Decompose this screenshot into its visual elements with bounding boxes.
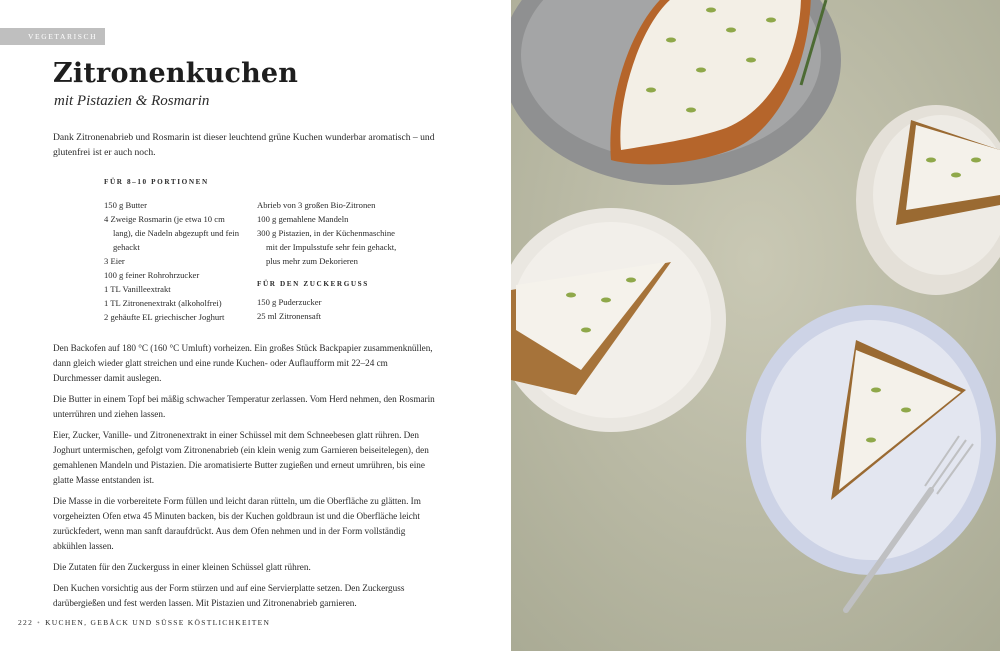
category-tag: VEGETARISCH [0, 28, 105, 45]
page-number: 222 [18, 618, 34, 627]
food-photo [511, 0, 1000, 651]
method-steps [53, 341, 438, 617]
ingredient-item: 100 g feiner Rohrohrzucker [104, 270, 200, 280]
ingredient-item: 25 ml Zitronensaft [257, 311, 321, 321]
method-step: Den Backofen auf 180 °C (160 °C Umluft) vorheizen. Ein großes Stück Backpapier zusammenknüllen, dann gleich wieder glatt streichen und eine runde Kuchen- oder Auflaufform mit 22–24 cm Durchmesser damit auslegen. [53, 343, 433, 383]
ingredient-item: 1 TL Vanilleextrakt [104, 284, 171, 294]
method-step: Eier, Zucker, Vanille- und Zitronenextrakt in einer Schüssel mit dem Schneebesen glatt rühren. Den Joghurt untermischen, gefolgt vom Zitronenabrieb (ein klein wenig zum Garnieren beiseitelegen), den gemahlenen Mandeln und Pistazien. Die aromatisierte Butter zugießen und erneut umrühren, bis eine glatte Masse entstanden ist. [53, 430, 429, 485]
ingredient-item: 300 g Pistazien, in der Küchenmaschine mit der Impulsstufe sehr fein gehackt, plus mehr zum Dekorieren [257, 228, 397, 266]
ingredient-item: 1 TL Zitronenextrakt (alkoholfrei) [104, 298, 222, 308]
method-step: Die Masse in die vorbereitete Form füllen und leicht daran rütteln, um die Oberfläche zu glätten. Im vorgeheizten Ofen etwa 45 Minuten backen, bis der Kuchen goldbraun ist und die Oberfläche leicht zurückfedert, wenn man sanft daraufdrückt. Aus dem Ofen nehmen und in der Form vollständig abkühlen lassen. [53, 496, 421, 551]
ingredient-item: 2 gehäufte EL griechischer Joghurt [104, 312, 225, 322]
method-step: Die Zutaten für den Zuckerguss in einer kleinen Schüssel glatt rühren. [53, 562, 311, 572]
recipe-subtitle: mit Pistazien & Rosmarin [54, 93, 210, 109]
ingredients-column-1 [104, 198, 244, 324]
ingredient-item: Abrieb von 3 großen Bio-Zitronen [257, 200, 376, 210]
cake-photo-illustration [511, 0, 1000, 651]
ingredient-item: 150 g Butter [104, 200, 147, 210]
portions-heading: FÜR 8–10 PORTIONEN [104, 178, 209, 186]
recipe-title: Zitronenkuchen [53, 58, 299, 89]
ingredient-item: 4 Zweige Rosmarin (je etwa 10 cm lang), die Nadeln abgezupft und fein gehackt [104, 214, 239, 252]
recipe-intro: Dank Zitronenabrieb und Rosmarin ist dieser leuchtend grüne Kuchen wunderbar aromatisch – und glutenfrei ist er auch noch. [53, 132, 435, 158]
ingredient-item: 100 g gemahlene Mandeln [257, 214, 349, 224]
ingredient-item: 3 Eier [104, 256, 125, 266]
method-step: Die Butter in einem Topf bei mäßig schwacher Temperatur zerlassen. Vom Herd nehmen, den Rosmarin unterrühren und ziehen lassen. [53, 394, 435, 419]
method-step: Den Kuchen vorsichtig aus der Form stürzen und auf eine Servierplatte setzen. Den Zuckerguss darübergießen und fest werden lassen. Mit Pistazien und Zitronenabrieb garnieren. [53, 583, 405, 608]
separator-dot: • [37, 618, 42, 627]
page-footer [18, 618, 270, 627]
glaze-heading: FÜR DEN ZUCKERGUSS [257, 280, 369, 288]
ingredient-item: 150 g Puderzucker [257, 297, 322, 307]
chapter-title: KUCHEN, GEBÄCK UND SÜSSE KÖSTLICHKEITEN [45, 618, 271, 627]
ingredients-column-2 [257, 198, 407, 323]
